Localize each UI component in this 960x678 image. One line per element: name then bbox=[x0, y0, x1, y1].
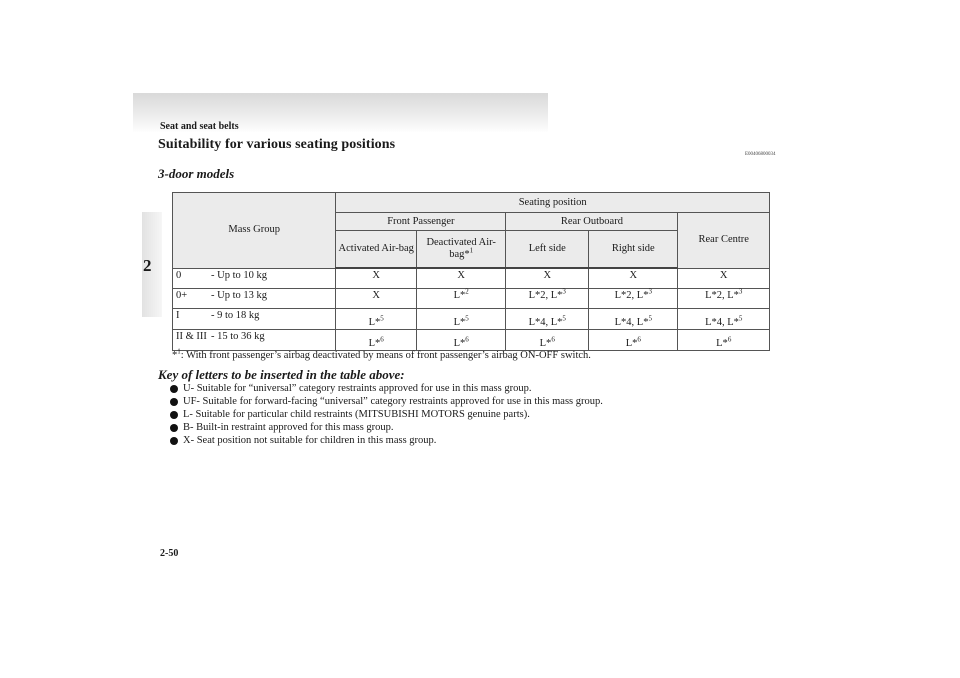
cell-note: 5 bbox=[465, 314, 469, 323]
mass-group-header: Mass Group bbox=[173, 193, 336, 269]
cell-note: 5 bbox=[380, 314, 384, 323]
cell-value: L* bbox=[453, 338, 466, 349]
cell-value: X bbox=[629, 270, 638, 281]
rear-centre-header: Rear Centre bbox=[678, 213, 770, 269]
footnote-ref: 1 bbox=[469, 246, 474, 255]
footnote-number: 1 bbox=[177, 347, 181, 356]
bullet-icon bbox=[170, 437, 178, 445]
table-cell bbox=[506, 330, 589, 351]
table-cell bbox=[589, 330, 678, 351]
table-cell bbox=[589, 309, 678, 330]
table-cell bbox=[336, 309, 417, 330]
document-code: E00406800034 bbox=[745, 152, 776, 157]
page-title: Suitability for various seating positions bbox=[158, 137, 396, 152]
cell-value: L* bbox=[453, 317, 466, 328]
chapter-number: 2 bbox=[143, 256, 152, 275]
table-cell bbox=[589, 268, 678, 289]
mass-group-code: 0+ bbox=[176, 290, 188, 301]
cell-value: L*2, L* bbox=[705, 290, 739, 301]
cell-value: L* bbox=[625, 338, 638, 349]
left-side-header: Left side bbox=[506, 231, 589, 269]
mass-group-code: II & III bbox=[176, 331, 207, 342]
cell-note: 6 bbox=[380, 335, 384, 344]
cell-note: 5 bbox=[738, 314, 743, 323]
mass-range: - Up to 10 kg bbox=[211, 269, 267, 281]
table-cell bbox=[678, 289, 770, 309]
table-cell bbox=[417, 289, 506, 309]
cell-note: 6 bbox=[727, 335, 732, 344]
cell-value: L* bbox=[368, 317, 381, 328]
cell-value: L* bbox=[368, 338, 381, 349]
right-side-header: Right side bbox=[589, 231, 678, 269]
table-cell bbox=[417, 309, 506, 330]
key-text: U- Suitable for “universal” category restraints approved for use in this mass group. bbox=[183, 383, 532, 394]
table-cell bbox=[589, 289, 678, 309]
mass-group-cell bbox=[173, 330, 336, 351]
table-cell bbox=[336, 268, 417, 289]
cell-note: 3 bbox=[562, 287, 566, 296]
cell-value: X bbox=[372, 270, 380, 281]
page-number: 2-50 bbox=[160, 548, 179, 559]
front-passenger-header: Front Passenger bbox=[336, 213, 506, 231]
bullet-icon bbox=[170, 398, 178, 406]
cell-note: 6 bbox=[551, 335, 555, 344]
cell-note: 5 bbox=[648, 314, 652, 323]
cell-note: 3 bbox=[648, 287, 652, 296]
table-cell bbox=[678, 309, 770, 330]
table-row bbox=[173, 330, 770, 351]
seating-position-header: Seating position bbox=[336, 193, 770, 213]
table-cell bbox=[417, 268, 506, 289]
seating-suitability-table bbox=[172, 192, 770, 351]
cell-note: 2 bbox=[465, 287, 469, 296]
deactivated-airbag-label: Deactivated Air-bag* bbox=[426, 237, 496, 260]
mass-group-code: 0 bbox=[176, 269, 182, 281]
table-row bbox=[173, 268, 770, 289]
mass-group-cell bbox=[173, 309, 336, 330]
table-cell bbox=[336, 330, 417, 351]
table-row bbox=[173, 289, 770, 309]
key-list bbox=[170, 382, 603, 447]
key-text: L- Suitable for particular child restraints (MITSUBISHI MOTORS genuine parts). bbox=[183, 409, 530, 420]
table-cell bbox=[506, 309, 589, 330]
table-row bbox=[173, 309, 770, 330]
table-cell bbox=[506, 289, 589, 309]
cell-value: L* bbox=[716, 338, 728, 349]
cell-value: L*2, L* bbox=[528, 290, 563, 301]
cell-value: X bbox=[543, 270, 552, 281]
mass-group-cell bbox=[173, 289, 336, 309]
list-item bbox=[170, 395, 603, 408]
cell-value: X bbox=[372, 290, 380, 301]
deactivated-airbag-header bbox=[417, 231, 506, 269]
footnote-text: : With front passenger’s airbag deactivated by means of front passenger’s airbag ON-OFF switch. bbox=[180, 350, 591, 361]
section-title: Seat and seat belts bbox=[160, 121, 239, 132]
table-cell bbox=[417, 330, 506, 351]
mass-range: - 9 to 18 kg bbox=[211, 310, 260, 321]
list-item bbox=[170, 382, 603, 395]
cell-value: L* bbox=[539, 338, 552, 349]
cell-note: 6 bbox=[637, 335, 641, 344]
table-cell bbox=[678, 330, 770, 351]
mass-range: - Up to 13 kg bbox=[211, 290, 267, 301]
list-item bbox=[170, 421, 603, 434]
rear-outboard-header: Rear Outboard bbox=[506, 213, 678, 231]
mass-group-cell bbox=[173, 268, 336, 289]
cell-value: L* bbox=[453, 290, 466, 301]
cell-note: 5 bbox=[562, 314, 566, 323]
bullet-icon bbox=[170, 385, 178, 393]
bullet-icon bbox=[170, 411, 178, 419]
cell-value: L*4, L* bbox=[528, 317, 563, 328]
bullet-icon bbox=[170, 424, 178, 432]
cell-value: L*4, L* bbox=[705, 317, 739, 328]
key-text: B- Built-in restraint approved for this mass group. bbox=[183, 422, 394, 433]
table-cell bbox=[506, 268, 589, 289]
key-title: Key of letters to be inserted in the table above: bbox=[158, 367, 405, 382]
list-item bbox=[170, 434, 603, 447]
list-item bbox=[170, 408, 603, 421]
cell-value: L*4, L* bbox=[614, 317, 649, 328]
table-cell bbox=[336, 289, 417, 309]
key-text: X- Seat position not suitable for children in this mass group. bbox=[183, 435, 437, 446]
footnote-marker: * bbox=[172, 350, 178, 361]
mass-group-code: I bbox=[176, 310, 180, 321]
cell-value: X bbox=[457, 270, 465, 281]
key-text: UF- Suitable for forward-facing “universal” category restraints approved for use in this mass group. bbox=[183, 396, 603, 407]
activated-airbag-header: Activated Air-bag bbox=[336, 231, 417, 269]
cell-note: 6 bbox=[465, 335, 469, 344]
cell-value: X bbox=[719, 269, 728, 281]
table-cell bbox=[678, 268, 770, 289]
cell-value: L*2, L* bbox=[614, 290, 649, 301]
model-subtitle: 3-door models bbox=[158, 166, 235, 181]
airbag-footnote bbox=[172, 347, 591, 361]
cell-note: 3 bbox=[738, 287, 743, 296]
mass-range: - 15 to 36 kg bbox=[211, 331, 265, 342]
